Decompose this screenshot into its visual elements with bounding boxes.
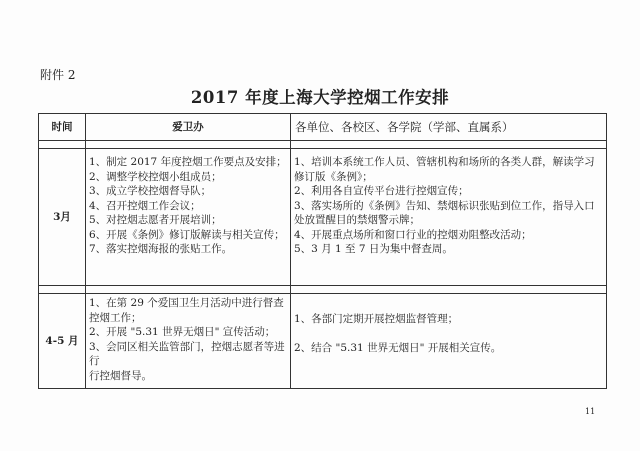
units-item: 3、落实场所的《条例》告知、禁烟标识张贴到位工作，指导入口	[294, 199, 595, 212]
office-item: 2、调整学校控烟小组成员；	[89, 170, 222, 183]
table-row	[39, 294, 607, 389]
units-item: 2、结合 "5.31 世界无烟日" 开展相关宣传。	[294, 342, 502, 354]
spacer-row	[39, 141, 607, 149]
office-item: 4、召开控烟工作会议；	[89, 199, 201, 212]
office-item: 2、开展 "5.31 世界无烟日" 宣传活动；	[89, 326, 276, 338]
attachment-label: 附件 2	[40, 68, 76, 82]
office-cell	[86, 149, 291, 286]
office-item: 1、制定 2017 年度控烟工作要点及安排；	[89, 156, 287, 168]
spacer-row	[39, 286, 607, 294]
table-row	[39, 149, 607, 286]
office-item: 行控烟督导。	[89, 369, 152, 382]
header-units: 各单位、各校区、各学院（学部、直属系）	[291, 114, 607, 141]
office-item: 控烟工作；	[89, 311, 142, 324]
office-item: 5、对控烟志愿者开展培训；	[89, 214, 222, 226]
units-cell	[291, 149, 607, 286]
units-item: 1、培训本系统工作人员、管辖机构和场所的各类人群，解读学习	[294, 156, 595, 168]
units-item	[294, 327, 603, 342]
time-cell: 4-5 月	[39, 294, 86, 389]
office-item: 1、在第 29 个爱国卫生月活动中进行督查	[89, 297, 284, 309]
units-item: 处放置醒目的禁烟警示牌；	[294, 214, 420, 226]
header-time: 时间	[39, 114, 86, 141]
time-cell: 3月	[39, 149, 86, 286]
document-title: 2017 年度上海大学控烟工作安排	[190, 88, 450, 107]
units-item: 5、3 月 1 至 7 日为集中督查周。	[294, 243, 453, 255]
office-item: 3、会同区相关监管部门，控烟志愿者等进行	[89, 340, 285, 367]
office-item: 6、开展《条例》修订版解读与相关宣传；	[89, 228, 285, 241]
schedule-table	[38, 113, 607, 389]
office-cell	[86, 294, 291, 389]
header-office: 爱卫办	[86, 114, 291, 141]
units-item: 4、开展重点场所和窗口行业的控烟劝阻整改活动；	[294, 228, 532, 241]
page-number: 11	[585, 407, 596, 416]
units-item: 2、利用各自宣传平台进行控烟宣传；	[294, 185, 469, 197]
office-item: 7、落实控烟海报的张贴工作。	[89, 243, 233, 255]
table-header-row	[39, 114, 607, 141]
units-cell	[291, 294, 607, 389]
units-item: 1、各部门定期开展控烟监督管理；	[294, 313, 459, 325]
office-item: 3、成立学校控烟督导队；	[89, 185, 212, 197]
units-item: 修订版《条例》；	[294, 170, 373, 183]
